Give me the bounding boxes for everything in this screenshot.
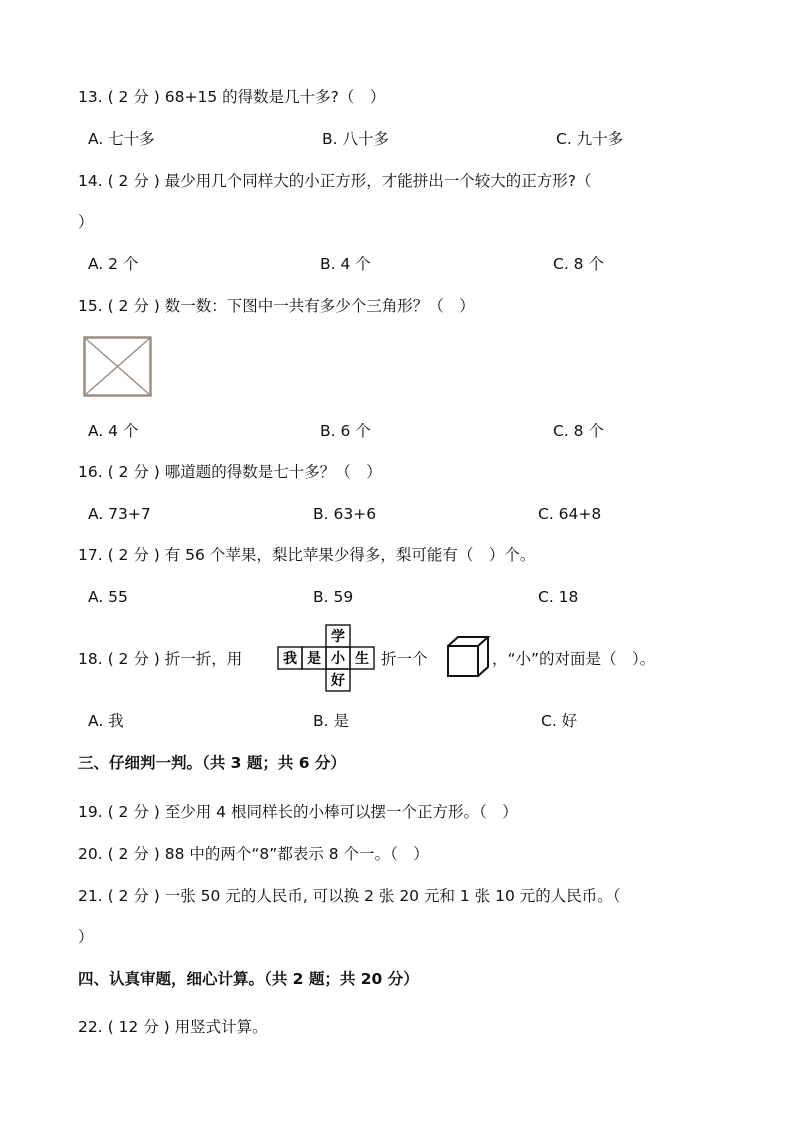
question-18-prefix: 18. ( 2 分 ) 折一折，用 <box>78 650 243 668</box>
question-19: 19. ( 2 分 ) 至少用 4 根同样长的小棒可以摆一个正方形。（ ） <box>78 803 518 821</box>
q13-option-a[interactable]: A. 七十多 <box>88 130 155 148</box>
question-17: 17. ( 2 分 ) 有 56 个苹果，梨比苹果少得多，梨可能有（ ）个。 <box>78 546 536 564</box>
question-21-continuation: ） <box>78 928 94 946</box>
question-13: 13. ( 2 分 ) 68+15 的得数是几十多?（ ） <box>78 88 386 106</box>
q16-option-a[interactable]: A. 73+7 <box>88 505 151 523</box>
q18-option-a[interactable]: A. 我 <box>88 712 124 730</box>
question-20: 20. ( 2 分 ) 88 中的两个“8”都表示 8 个一。（ ） <box>78 845 429 863</box>
cube-icon <box>447 636 489 678</box>
net-cell-2: 是 <box>307 651 321 667</box>
q15-option-b[interactable]: B. 6 个 <box>320 422 371 440</box>
q16-option-c[interactable]: C. 64+8 <box>538 505 602 523</box>
net-cell-bottom: 好 <box>331 673 345 689</box>
q17-option-b[interactable]: B. 59 <box>313 588 354 606</box>
q13-option-b[interactable]: B. 八十多 <box>322 130 389 148</box>
question-18-middle: 折一个 <box>381 650 428 668</box>
net-cell-1: 我 <box>283 651 297 667</box>
q17-option-c[interactable]: C. 18 <box>538 588 579 606</box>
net-cell-3: 小 <box>331 651 345 667</box>
q15-option-a[interactable]: A. 4 个 <box>88 422 139 440</box>
q13-option-c[interactable]: C. 九十多 <box>556 130 624 148</box>
question-15: 15. ( 2 分 ) 数一数：下图中一共有多少个三角形？（ ） <box>78 297 475 315</box>
q16-option-b[interactable]: B. 63+6 <box>313 505 377 523</box>
net-cell-top: 学 <box>331 629 345 645</box>
question-16: 16. ( 2 分 ) 哪道题的得数是七十多？（ ） <box>78 463 382 481</box>
q14-option-b[interactable]: B. 4 个 <box>320 255 371 273</box>
q14-option-a[interactable]: A. 2 个 <box>88 255 139 273</box>
net-cell-4: 生 <box>355 651 369 667</box>
question-18-suffix: ，“小”的对面是（ ）。 <box>492 650 656 668</box>
question-22: 22. ( 12 分 ) 用竖式计算。 <box>78 1018 268 1036</box>
section-4-heading: 四、认真审题，细心计算。（共 2 题；共 20 分） <box>78 970 419 988</box>
cube-net-figure <box>278 624 374 692</box>
question-21: 21. ( 2 分 ) 一张 50 元的人民币, 可以换 2 张 20 元和 1 张 10 元的人民币。（ <box>78 887 621 905</box>
question-14: 14. ( 2 分 ) 最少用几个同样大的小正方形，才能拼出一个较大的正方形?（ <box>78 172 592 190</box>
q17-option-a[interactable]: A. 55 <box>88 588 128 606</box>
q15-option-c[interactable]: C. 8 个 <box>553 422 604 440</box>
section-3-heading: 三、仔细判一判。（共 3 题；共 6 分） <box>78 754 346 772</box>
q18-option-c[interactable]: C. 好 <box>541 712 578 730</box>
question-14-continuation: ） <box>78 213 94 231</box>
square-with-diagonals-figure <box>83 336 153 398</box>
q14-option-c[interactable]: C. 8 个 <box>553 255 604 273</box>
q18-option-b[interactable]: B. 是 <box>313 712 349 730</box>
